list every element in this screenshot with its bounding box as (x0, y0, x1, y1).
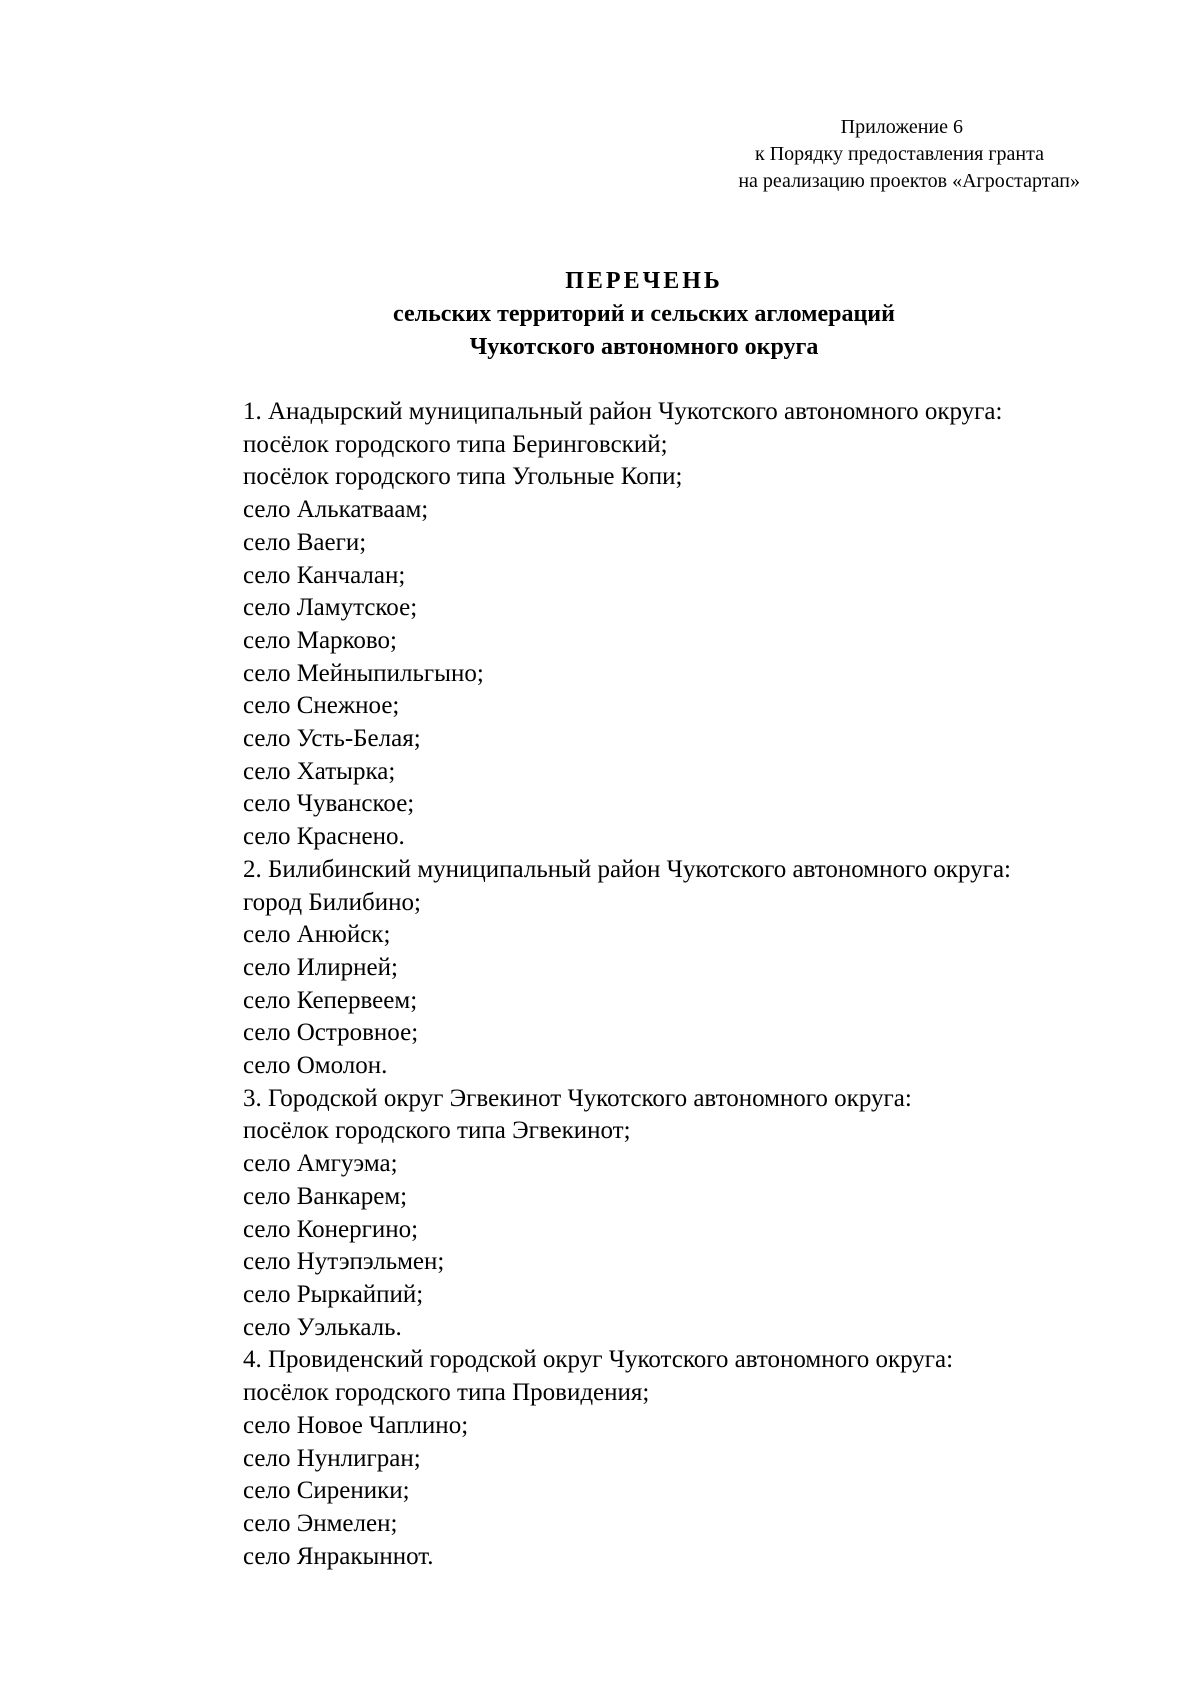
list-item: село Энмелен; (243, 1509, 398, 1537)
title-subtitle: сельских территорий и сельских агломераций (393, 301, 895, 327)
appendix-project: на реализацию проектов «Агростартап» (738, 170, 1080, 192)
list-item: село Илирней; (243, 953, 398, 981)
section-heading: 3. Городской округ Эгвекинот Чукотского автономного округа: (243, 1084, 912, 1112)
list-item: село Рыркайпий; (243, 1280, 424, 1308)
appendix-number: Приложение 6 (840, 116, 963, 138)
list-item: село Кепервеем; (243, 986, 418, 1014)
list-item: село Алькатваам; (243, 496, 429, 524)
territory-list (243, 396, 1143, 1573)
section-heading: 1. Анадырский муниципальный район Чукотского автономного округа: (243, 398, 1003, 425)
list-item: село Снежное; (243, 692, 400, 720)
list-item: село Краснено. (243, 823, 405, 851)
list-item: село Чуванское; (243, 790, 415, 818)
list-item: село Ванкарем; (243, 1182, 408, 1210)
list-item: село Усть-Белая; (243, 725, 421, 753)
title-main: ПЕРЕЧЕНЬ (565, 268, 723, 294)
list-item: село Ламутское; (243, 594, 418, 622)
list-item: село Нутэпэльмен; (243, 1248, 445, 1276)
list-item: город Билибино; (243, 888, 421, 916)
list-item: село Новое Чаплино; (243, 1411, 469, 1439)
list-item: село Анюйск; (243, 921, 391, 949)
appendix-header (480, 114, 1080, 195)
appendix-reference: к Порядку предоставления гранта (755, 143, 1044, 165)
list-item: село Янракыннот. (243, 1542, 434, 1570)
list-item: село Нунлигран; (243, 1444, 421, 1472)
list-item: село Сиреники; (243, 1477, 410, 1505)
list-item: посёлок городского типа Беринговский; (243, 430, 668, 458)
list-item: село Марково; (243, 626, 398, 654)
list-item: село Уэлькаль. (243, 1313, 402, 1341)
title-region: Чукотского автономного округа (469, 334, 819, 360)
list-item: село Мейныпильгыно; (243, 659, 484, 687)
list-item: село Конергино; (243, 1215, 419, 1243)
list-item: посёлок городского типа Провидения; (243, 1379, 650, 1407)
list-item: село Омолон. (243, 1052, 388, 1080)
list-item: село Амгуэма; (243, 1150, 398, 1178)
section-heading: 4. Провиденский городской округ Чукотского автономного округа: (243, 1346, 954, 1374)
list-item: село Хатырка; (243, 757, 396, 785)
document-title (44, 265, 1200, 364)
section-heading: 2. Билибинский муниципальный район Чукотского автономного округа: (243, 855, 1011, 883)
list-item: село Островное; (243, 1019, 419, 1047)
list-item: село Канчалан; (243, 561, 406, 589)
list-item: посёлок городского типа Эгвекинот; (243, 1117, 631, 1145)
list-item: посёлок городского типа Угольные Копи; (243, 463, 683, 491)
list-item: село Ваеги; (243, 528, 367, 556)
